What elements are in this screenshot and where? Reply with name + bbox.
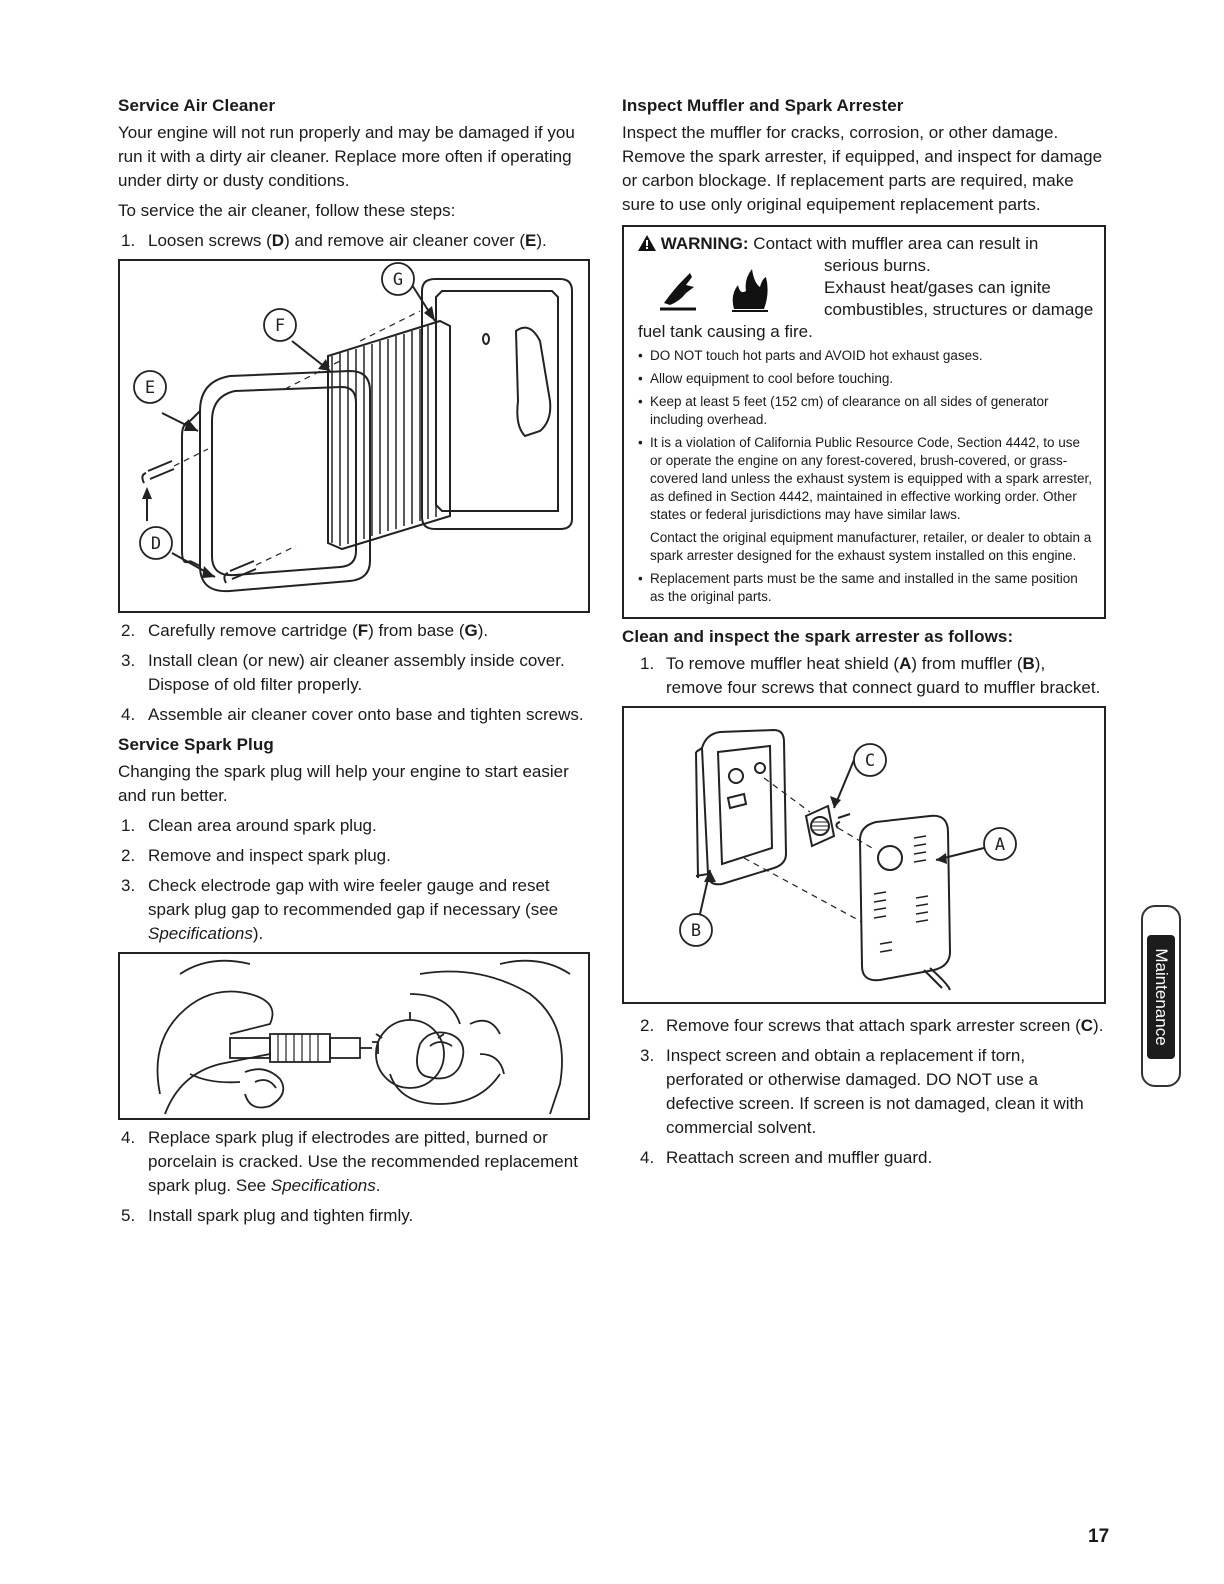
spark-plug-intro: Changing the spark plug will help your engine to start easier and run better. (118, 762, 569, 805)
list-item: 1. Loosen screws (D) and remove air cleaner cover (E). (121, 231, 547, 250)
muffler-intro: Inspect the muffler for cracks, corrosion, or other damage. Remove the spark arrester, if equipped, and inspect for damage or carbon blockage. If replacement parts are required, make sure to use only original equipement replacement parts. (622, 123, 1103, 214)
warning-box (622, 225, 1106, 619)
list-item: 3. Check electrode gap with wire feeler gauge and reset spark plug gap to recommended gap if necessary (see Specifications). (121, 876, 559, 943)
list-item: 2. Carefully remove cartridge (F) from base (G). (121, 621, 489, 640)
muffler-figure (622, 706, 1106, 1004)
warning-bullets (638, 347, 1094, 524)
list-item: 4. Reattach screen and muffler guard. (640, 1148, 933, 1167)
list-item: • DO NOT touch hot parts and AVOID hot exhaust gases. (638, 347, 1094, 365)
fire-icon (732, 269, 768, 311)
warning-line-2: serious burns. (824, 256, 931, 275)
section-heading-air-cleaner: Service Air Cleaner (118, 96, 276, 115)
section-side-tab (1141, 905, 1181, 1087)
list-item: • Allow equipment to cool before touching. (638, 370, 1094, 388)
callout-c: C (864, 751, 876, 771)
arrester-steps-b (622, 1014, 1106, 1170)
list-item: • Replacement parts must be the same and installed in the same position as the original parts. (638, 570, 1094, 606)
callout-b: B (690, 921, 702, 941)
specifications-link: Specifications (148, 924, 253, 943)
list-item: 3. Install clean (or new) air cleaner assembly inside cover. Dispose of old filter properly. (121, 651, 565, 694)
spark-plug-gap-diagram (120, 954, 588, 1118)
warning-line-4: combustibles, structures or damage (824, 300, 1094, 319)
list-item: 4. Assemble air cleaner cover onto base and tighten screws. (121, 705, 584, 724)
list-item: 2. Remove and inspect spark plug. (121, 846, 391, 865)
callout-d: D (150, 534, 162, 554)
air-cleaner-steps-intro: To service the air cleaner, follow these steps: (118, 201, 456, 220)
section-heading-muffler: Inspect Muffler and Spark Arrester (622, 96, 904, 115)
muffler-exploded-diagram (624, 708, 1104, 1002)
list-item: 4. Replace spark plug if electrodes are pitted, burned or porcelain is cracked. Use the recommended replacement spark plug. See Specifications. (121, 1128, 578, 1195)
spark-plug-steps-b (118, 1126, 590, 1228)
air-cleaner-exploded-diagram (120, 261, 588, 611)
callout-f: F (274, 316, 286, 336)
callout-a: A (994, 835, 1006, 855)
spark-plug-steps-a (118, 814, 590, 946)
warning-bullets-last (638, 570, 1094, 606)
air-cleaner-figure (118, 259, 590, 613)
hazard-icons (656, 259, 796, 323)
warning-label: WARNING: (660, 234, 749, 253)
hot-surface-icon (660, 273, 696, 309)
warning-hazard-row (638, 255, 1094, 321)
page-number: 17 (1088, 1526, 1110, 1547)
callout-e: E (144, 378, 156, 398)
list-item: 5. Install spark plug and tighten firmly. (121, 1206, 414, 1225)
list-item: 3. Inspect screen and obtain a replacement if torn, perforated or otherwise damaged. DO NOT use a defective screen. If screen is not damaged, clean it with commercial solvent. (640, 1046, 1084, 1137)
list-item: • Keep at least 5 feet (152 cm) of clearance on all sides of generator including overhead. (638, 393, 1094, 429)
callout-g: G (392, 270, 404, 290)
spark-plug-figure (118, 952, 590, 1120)
warning-triangle-icon (638, 235, 656, 251)
list-item: 2. Remove four screws that attach spark arrester screen (C). (640, 1016, 1104, 1035)
warning-line-5: fuel tank causing a fire. (638, 322, 813, 341)
warning-header (638, 233, 1094, 255)
specifications-link: Specifications (270, 1176, 376, 1195)
arrester-steps-a (622, 652, 1106, 700)
air-cleaner-steps-a (118, 229, 590, 253)
list-item: • It is a violation of California Public Resource Code, Section 4442, to use or operate the engine on any forest-covered, brush-covered, or grass-covered land unless the exhaust system is equipped with a spark arrester, as defined in Section 4442, maintained in effective working order. Other states or federal jurisdictions may have similar laws. (638, 434, 1094, 524)
left-column (118, 96, 590, 1234)
side-tab-label: Maintenance (1152, 948, 1171, 1046)
section-heading-spark-plug: Service Spark Plug (118, 735, 274, 754)
right-column (622, 96, 1106, 1176)
warning-line-1: Contact with muffler area can result in (753, 234, 1039, 253)
warning-line-3: Exhaust heat/gases can ignite (824, 278, 1051, 297)
warning-contact-note: Contact the original equipment manufacturer, retailer, or dealer to obtain a spark arrester designed for the exhaust system installed on this engine. (650, 530, 1092, 563)
list-item: 1. To remove muffler heat shield (A) from muffler (B), remove four screws that connect guard to muffler bracket. (640, 654, 1101, 697)
list-item: 1. Clean area around spark plug. (121, 816, 377, 835)
air-cleaner-intro: Your engine will not run properly and may be damaged if you run it with a dirty air cleaner. Replace more often if operating under dirty or dusty conditions. (118, 123, 575, 190)
air-cleaner-steps-b (118, 619, 590, 727)
section-heading-arrester: Clean and inspect the spark arrester as follows: (622, 627, 1014, 646)
